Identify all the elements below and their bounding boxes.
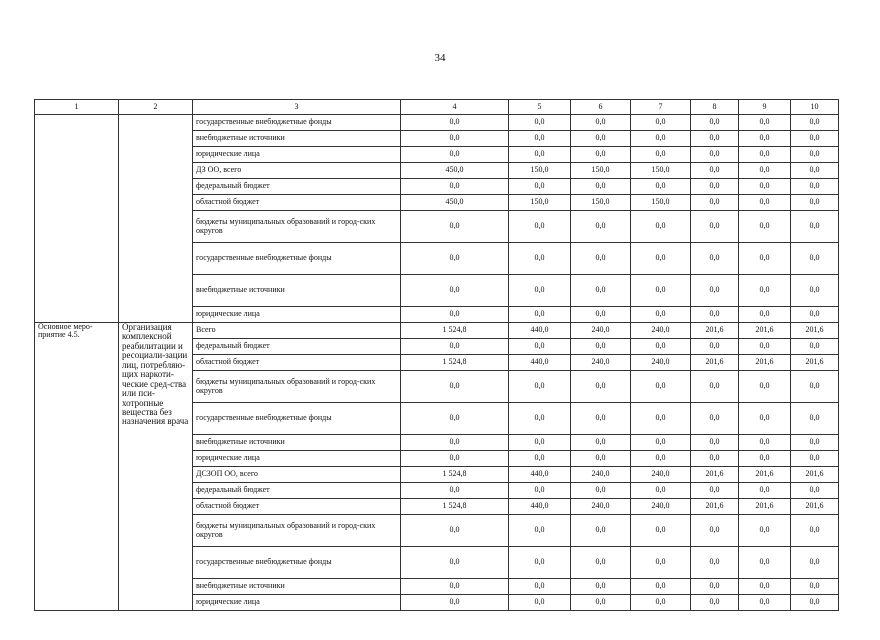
table-cell: 0,0 — [691, 579, 739, 595]
budget-table — [34, 99, 839, 611]
table-cell: 0,0 — [401, 595, 509, 611]
table-cell: 0,0 — [631, 115, 691, 131]
table-cell: 201,6 — [691, 355, 739, 371]
table-cell: 0,0 — [691, 115, 739, 131]
column-header: 6 — [571, 100, 631, 115]
column-header: 5 — [509, 100, 571, 115]
column-header: 7 — [631, 100, 691, 115]
table-cell: 0,0 — [509, 179, 571, 195]
table-cell: 0,0 — [401, 371, 509, 403]
table-cell: 0,0 — [509, 339, 571, 355]
table-cell: 0,0 — [791, 595, 839, 611]
table-cell: 0,0 — [739, 243, 791, 275]
table-cell: 1 524,8 — [401, 355, 509, 371]
table-cell: 201,6 — [691, 467, 739, 483]
table-cell: 0,0 — [791, 579, 839, 595]
table-cell: 0,0 — [571, 115, 631, 131]
row-label: федеральный бюджет — [193, 339, 401, 355]
table-cell: 201,6 — [739, 323, 791, 339]
table-cell: 0,0 — [401, 275, 509, 307]
table-cell: 0,0 — [571, 275, 631, 307]
row-label: государственные внебюджетные фонды — [193, 243, 401, 275]
table-cell: 0,0 — [509, 115, 571, 131]
row-label: ДСЗОП ОО, всего — [193, 467, 401, 483]
table-header-row — [35, 100, 839, 115]
row-label: областной бюджет — [193, 499, 401, 515]
table-cell: 0,0 — [691, 163, 739, 179]
table-cell: 0,0 — [631, 147, 691, 163]
table-cell: 201,6 — [791, 467, 839, 483]
table-cell: 440,0 — [509, 499, 571, 515]
row-label: ДЗ ОО, всего — [193, 163, 401, 179]
column-header: 1 — [35, 100, 119, 115]
table-cell: 0,0 — [739, 547, 791, 579]
table-row — [35, 323, 839, 339]
table-cell: 0,0 — [401, 403, 509, 435]
table-cell: 0,0 — [631, 179, 691, 195]
table-cell: 0,0 — [631, 243, 691, 275]
table-cell: 1 524,8 — [401, 467, 509, 483]
table-cell: 0,0 — [691, 243, 739, 275]
table-row — [35, 115, 839, 131]
table-cell: 0,0 — [631, 451, 691, 467]
table-cell: 0,0 — [401, 435, 509, 451]
table-cell: 0,0 — [691, 211, 739, 243]
table-cell: 0,0 — [739, 435, 791, 451]
table-cell: 0,0 — [739, 211, 791, 243]
table-cell: 0,0 — [631, 371, 691, 403]
table-cell: 240,0 — [631, 467, 691, 483]
table-cell: 0,0 — [631, 595, 691, 611]
table-cell: 0,0 — [739, 579, 791, 595]
column-header: 2 — [119, 100, 193, 115]
table-cell: 150,0 — [631, 195, 691, 211]
row-label: внебюджетные источники — [193, 275, 401, 307]
table-cell: 440,0 — [509, 355, 571, 371]
table-cell: 0,0 — [401, 451, 509, 467]
table-cell: 0,0 — [739, 195, 791, 211]
table-body — [35, 115, 839, 611]
table-cell: 0,0 — [791, 307, 839, 323]
table-cell: 0,0 — [791, 147, 839, 163]
table-cell: 240,0 — [631, 499, 691, 515]
table-cell: 0,0 — [631, 211, 691, 243]
table-cell: 150,0 — [631, 163, 691, 179]
table-cell: 0,0 — [509, 451, 571, 467]
row-label: федеральный бюджет — [193, 179, 401, 195]
table-cell: 0,0 — [571, 579, 631, 595]
table-cell: 0,0 — [509, 547, 571, 579]
table-cell: 0,0 — [631, 131, 691, 147]
table-cell: 0,0 — [509, 595, 571, 611]
table-cell: 0,0 — [691, 483, 739, 499]
table-cell: 150,0 — [509, 163, 571, 179]
table-cell: 0,0 — [509, 147, 571, 163]
row-label: внебюджетные источники — [193, 579, 401, 595]
table-cell: 0,0 — [791, 131, 839, 147]
column-header: 4 — [401, 100, 509, 115]
page-number: 34 — [434, 52, 446, 64]
table-cell: 0,0 — [509, 243, 571, 275]
table-cell: 201,6 — [791, 323, 839, 339]
table-cell: 0,0 — [691, 275, 739, 307]
table-cell: 0,0 — [401, 115, 509, 131]
row-label: бюджеты муниципальных образований и город-ских округов — [193, 515, 401, 547]
table-cell: 0,0 — [509, 579, 571, 595]
table-cell: 0,0 — [791, 371, 839, 403]
table-cell: 0,0 — [401, 211, 509, 243]
row-label: бюджеты муниципальных образований и город-ских округов — [193, 211, 401, 243]
table-cell: 0,0 — [571, 483, 631, 499]
table-cell: 0,0 — [691, 195, 739, 211]
table-cell: 0,0 — [739, 403, 791, 435]
table-cell: 0,0 — [691, 595, 739, 611]
table-cell: 0,0 — [739, 515, 791, 547]
table-cell: 0,0 — [571, 307, 631, 323]
table-cell: 0,0 — [739, 371, 791, 403]
table-cell: 0,0 — [401, 515, 509, 547]
table-cell: 0,0 — [691, 435, 739, 451]
table-cell: 0,0 — [791, 403, 839, 435]
table-cell: 0,0 — [571, 515, 631, 547]
table-cell: 0,0 — [509, 211, 571, 243]
table-cell: 0,0 — [691, 147, 739, 163]
table-cell: 450,0 — [401, 163, 509, 179]
table-cell: 0,0 — [791, 547, 839, 579]
empty-cell — [35, 115, 119, 323]
table-cell: 0,0 — [691, 451, 739, 467]
table-cell: 0,0 — [739, 483, 791, 499]
column-header: 3 — [193, 100, 401, 115]
row-label: Всего — [193, 323, 401, 339]
row-label: государственные внебюджетные фонды — [193, 403, 401, 435]
table-cell: 0,0 — [791, 451, 839, 467]
table-cell: 0,0 — [401, 243, 509, 275]
table-cell: 0,0 — [791, 339, 839, 355]
table-cell: 0,0 — [739, 595, 791, 611]
table-cell: 0,0 — [691, 179, 739, 195]
table-cell: 201,6 — [691, 323, 739, 339]
table-cell: 201,6 — [739, 499, 791, 515]
table-cell: 150,0 — [571, 163, 631, 179]
table-cell: 0,0 — [401, 147, 509, 163]
table-cell: 0,0 — [739, 275, 791, 307]
column-header: 9 — [739, 100, 791, 115]
table-cell: 0,0 — [739, 115, 791, 131]
row-label: юридические лица — [193, 147, 401, 163]
row-label: юридические лица — [193, 595, 401, 611]
table-cell: 1 524,8 — [401, 499, 509, 515]
table-cell: 0,0 — [631, 579, 691, 595]
table-cell: 0,0 — [571, 371, 631, 403]
table-cell: 0,0 — [401, 483, 509, 499]
table-cell: 450,0 — [401, 195, 509, 211]
table-cell: 0,0 — [791, 179, 839, 195]
table-cell: 0,0 — [401, 131, 509, 147]
table-cell: 0,0 — [791, 115, 839, 131]
table-cell: 0,0 — [509, 307, 571, 323]
table-cell: 0,0 — [571, 211, 631, 243]
table-cell: 0,0 — [631, 403, 691, 435]
table-cell: 0,0 — [631, 515, 691, 547]
table-cell: 0,0 — [571, 451, 631, 467]
table-cell: 240,0 — [631, 323, 691, 339]
row-label: государственные внебюджетные фонды — [193, 547, 401, 579]
row-label: государственные внебюджетные фонды — [193, 115, 401, 131]
table-cell: 0,0 — [739, 163, 791, 179]
table-cell: 0,0 — [571, 147, 631, 163]
row-label: внебюджетные источники — [193, 435, 401, 451]
table-cell: 0,0 — [739, 451, 791, 467]
table-cell: 201,6 — [791, 355, 839, 371]
table-cell: 0,0 — [631, 275, 691, 307]
activity-number: Основное меро-приятие 4.5. — [35, 323, 119, 611]
table-cell: 0,0 — [631, 547, 691, 579]
table-cell: 0,0 — [509, 131, 571, 147]
table-cell: 201,6 — [739, 467, 791, 483]
table-cell: 0,0 — [509, 483, 571, 499]
table-cell: 0,0 — [571, 131, 631, 147]
table-cell: 201,6 — [739, 355, 791, 371]
table-cell: 0,0 — [791, 483, 839, 499]
table-cell: 201,6 — [691, 499, 739, 515]
table-cell: 0,0 — [571, 339, 631, 355]
table-cell: 0,0 — [691, 131, 739, 147]
row-label: юридические лица — [193, 307, 401, 323]
table-cell: 240,0 — [571, 467, 631, 483]
table-cell: 0,0 — [791, 211, 839, 243]
row-label: областной бюджет — [193, 355, 401, 371]
table-cell: 1 524,8 — [401, 323, 509, 339]
table-cell: 0,0 — [509, 435, 571, 451]
table-cell: 0,0 — [571, 179, 631, 195]
table-cell: 0,0 — [509, 403, 571, 435]
row-label: бюджеты муниципальных образований и город-ских округов — [193, 371, 401, 403]
table-cell: 0,0 — [401, 307, 509, 323]
table-cell: 0,0 — [791, 435, 839, 451]
table-cell: 0,0 — [791, 515, 839, 547]
table-cell: 240,0 — [631, 355, 691, 371]
table-cell: 0,0 — [691, 371, 739, 403]
table-cell: 440,0 — [509, 323, 571, 339]
table-cell: 0,0 — [401, 579, 509, 595]
table-cell: 440,0 — [509, 467, 571, 483]
column-header: 10 — [791, 100, 839, 115]
table-cell: 0,0 — [791, 243, 839, 275]
table-cell: 0,0 — [571, 243, 631, 275]
table-cell: 0,0 — [739, 147, 791, 163]
table-cell: 0,0 — [401, 547, 509, 579]
table-cell: 0,0 — [791, 163, 839, 179]
empty-cell — [119, 115, 193, 323]
table-cell: 0,0 — [739, 131, 791, 147]
table-cell: 0,0 — [571, 595, 631, 611]
table-cell: 0,0 — [631, 435, 691, 451]
activity-description: Организация комплексной реабилитации и ресоциали-зации лиц, потребляю-щих наркоти-ческие сред-ства или пси-хотропные вещества без назначения врача — [119, 323, 193, 611]
table-cell: 0,0 — [791, 275, 839, 307]
row-label: внебюджетные источники — [193, 131, 401, 147]
table-cell: 0,0 — [631, 483, 691, 499]
table-cell: 0,0 — [631, 307, 691, 323]
table-cell: 0,0 — [791, 195, 839, 211]
table-cell: 0,0 — [691, 307, 739, 323]
table-cell: 0,0 — [571, 403, 631, 435]
row-label: федеральный бюджет — [193, 483, 401, 499]
row-label: областной бюджет — [193, 195, 401, 211]
table-cell: 0,0 — [509, 275, 571, 307]
table-cell: 0,0 — [691, 515, 739, 547]
row-label: юридические лица — [193, 451, 401, 467]
table-cell: 0,0 — [509, 515, 571, 547]
table-cell: 0,0 — [401, 339, 509, 355]
table-cell: 0,0 — [509, 371, 571, 403]
table-cell: 201,6 — [791, 499, 839, 515]
table-cell: 0,0 — [739, 307, 791, 323]
table-cell: 0,0 — [631, 339, 691, 355]
table-cell: 0,0 — [691, 547, 739, 579]
table-cell: 240,0 — [571, 323, 631, 339]
table-cell: 150,0 — [509, 195, 571, 211]
table-cell: 0,0 — [691, 403, 739, 435]
table-cell: 0,0 — [571, 435, 631, 451]
table-cell: 0,0 — [691, 339, 739, 355]
table-cell: 0,0 — [739, 339, 791, 355]
table-cell: 240,0 — [571, 499, 631, 515]
table-cell: 0,0 — [739, 179, 791, 195]
table-cell: 0,0 — [571, 547, 631, 579]
table-cell: 240,0 — [571, 355, 631, 371]
table-cell: 0,0 — [401, 179, 509, 195]
column-header: 8 — [691, 100, 739, 115]
table-cell: 150,0 — [571, 195, 631, 211]
